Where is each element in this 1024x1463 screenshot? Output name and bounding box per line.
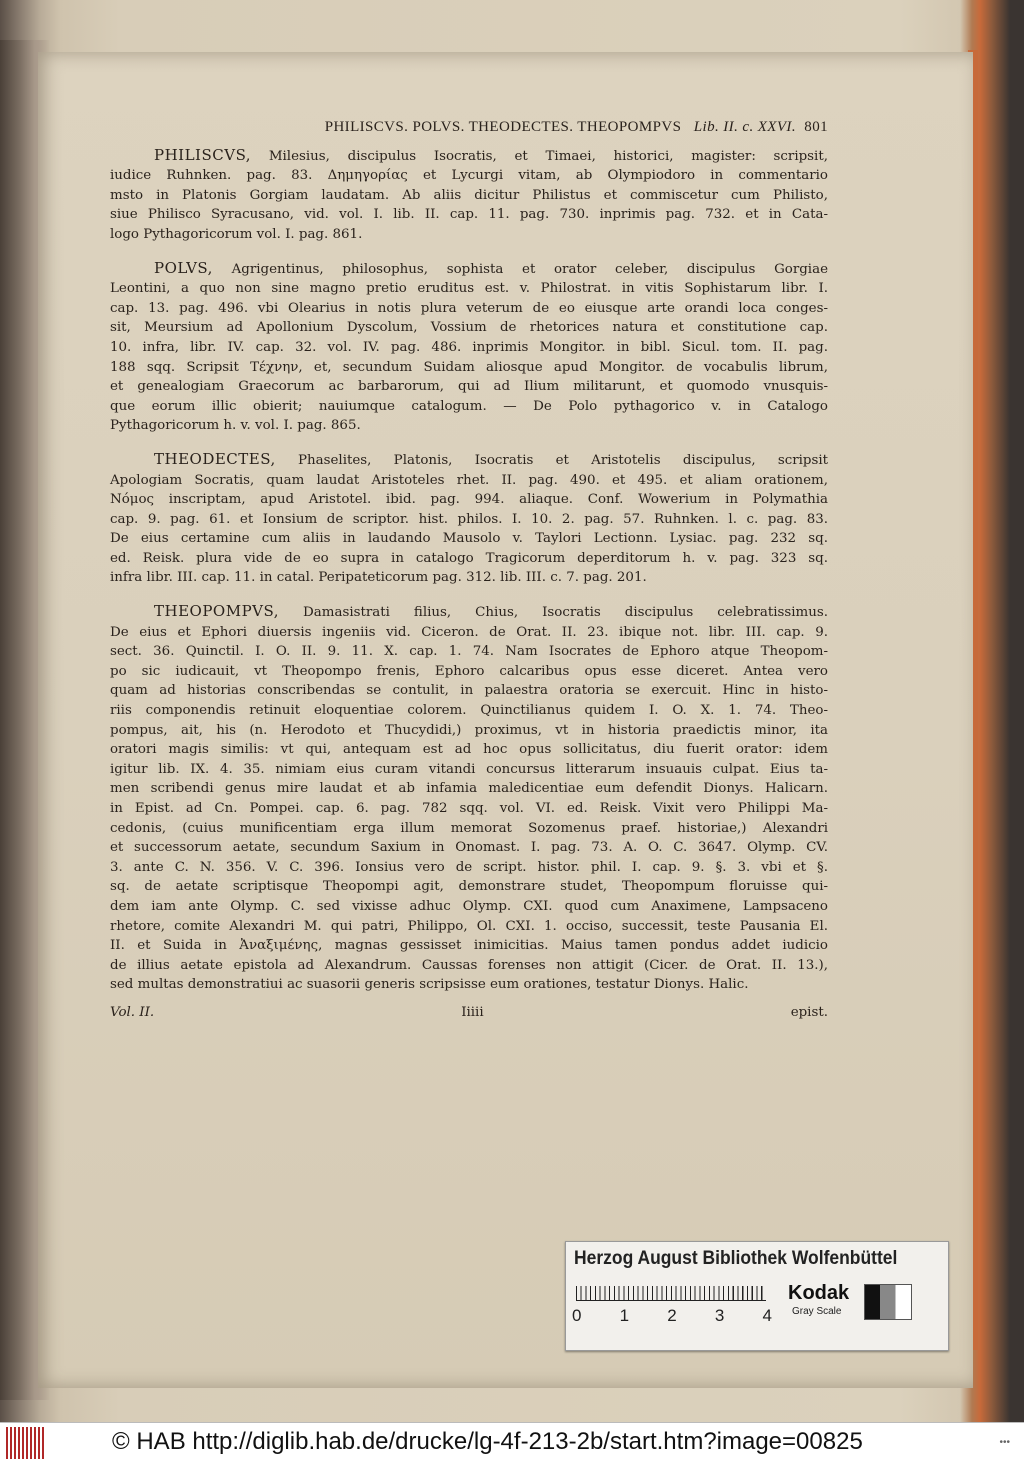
text-line: [110, 377, 828, 397]
text-line: [110, 471, 828, 491]
text-line: [110, 662, 828, 682]
text-line: [110, 956, 828, 976]
kodak-logo: Kodak: [788, 1282, 850, 1304]
line-text: De eius et Ephori diuersis ingeniis vid. Ciceron. de Orat. II. 23. ibique not. libr. III. cap. 9.: [110, 624, 828, 640]
text-line: [110, 205, 828, 225]
paragraphs: [110, 146, 828, 995]
scale-numbers: [572, 1306, 772, 1326]
text-line: [110, 225, 828, 245]
line-text: II. et Suida in Ἀναξιμένης, magnas gessisset inimicitias. Maius tamen pondus addet iudicio: [110, 938, 828, 954]
line-text: logo Pythagoricorum vol. I. pag. 861.: [110, 226, 363, 242]
line-text: 3. ante C. N. 356. V. C. 396. Ionsius vero de script. histor. phil. I. cap. 9. §. 3. vbi et §.: [110, 859, 828, 875]
text-line: [110, 549, 828, 569]
line-text: msto in Platonis Gorgiam laudatam. Ab aliis dicitur Philistus et commiscetur cum Philisto,: [110, 187, 828, 203]
page-footer: [110, 1003, 828, 1023]
text-line: [110, 740, 828, 760]
line-text: riis componendis retinuit eloquentiae colorem. Quinctilianus quidem I. O. X. 1. 74. Theo-: [110, 703, 828, 719]
line-text: De eius certamine cum aliis in laudando Mausolo v. Taylori Lectionn. Lysiac. pag. 232 sq.: [110, 531, 828, 547]
text-line: [110, 623, 828, 643]
line-text: sect. 36. Quinctil. I. O. II. 9. 11. X. cap. 1. 74. Nam Isocrates de Ephoro atque Theopom-: [110, 644, 828, 660]
dots-icon: •••: [999, 1437, 1010, 1448]
line-text: Apologiam Socratis, quam laudat Aristoteles rhet. II. pag. 490. et 495. et aliam orationem,: [110, 472, 828, 488]
page-number: 801: [804, 119, 828, 135]
line-text: sed multas demonstratiui ac suasorii generis scripsisse eum orationes, testatur Dionys. Halic.: [110, 977, 749, 993]
text-line: [110, 642, 828, 662]
line-text: sit, Meursium ad Apollonium Dyscolum, Vossium de rhetorices natura et constitutione cap.: [110, 320, 828, 336]
text-line: [110, 681, 828, 701]
text-line: [110, 318, 828, 338]
text-line: [110, 259, 828, 280]
text-line: [110, 975, 828, 995]
scale-number: 0: [572, 1306, 582, 1325]
text-line: [110, 338, 828, 358]
line-text: po sic iudicauit, vt Theopompo frenis, Ephoro calcaribus opus esse diceret. Antea vero: [110, 663, 828, 679]
text-line: [110, 721, 828, 741]
header-chapter: Lib. II. c. XXVI.: [693, 119, 796, 135]
paragraph: [110, 259, 828, 436]
line-text: siue Philisco Syracusano, vid. vol. I. lib. II. cap. 11. pag. 730. inprimis pag. 732. et in Cata-: [110, 207, 828, 223]
line-text: Phaselites, Platonis, Isocratis et Aristotelis discipulus, scripsit: [298, 452, 828, 468]
text-line: [110, 568, 828, 588]
paragraph-lead: THEODECTES,: [154, 449, 276, 468]
line-text: cap. 13. pag. 496. vbi Olearius in notis plura veterum de eo eiusque arte orandi loca conges-: [110, 300, 828, 316]
text-line: [110, 602, 828, 623]
paragraph-lead: PHILISCVS,: [154, 145, 252, 164]
line-text: ed. Reisk. plura vide de eo supra in catalogo Tragicorum deperditorum h. v. pag. 323 sq.: [110, 550, 828, 566]
text-line: [110, 510, 828, 530]
text-line: [110, 166, 828, 186]
line-text: cedonis, (cuius munificentiam erga illum memorat Sozomenus praef. historiae,) Alexandri: [110, 820, 828, 836]
scale-ruler: [576, 1286, 766, 1301]
text-line: [110, 799, 828, 819]
scale-number: 3: [714, 1306, 725, 1325]
line-text: infra libr. III. cap. 11. in catal. Peripateticorum pag. 312. lib. III. c. 7. pag. 201.: [110, 570, 647, 586]
line-text: quam ad historias conscribendas se contulit, in palaestra oratoria se exercuit. Hinc in histo-: [110, 683, 828, 699]
line-text: Milesius, discipulus Isocratis, et Timaei, historici, magister: scripsit,: [268, 148, 828, 164]
text-line: [110, 450, 828, 471]
text-line: [110, 838, 828, 858]
scale-number: 4: [762, 1306, 772, 1325]
text-line: [110, 877, 828, 897]
gray-scale-swatch: [864, 1284, 912, 1320]
hab-logo-icon: [6, 1427, 44, 1459]
line-text: Pythagoricorum h. v. vol. I. pag. 865.: [110, 418, 361, 434]
bottom-bar: [0, 1422, 1024, 1463]
line-text: dem iam ante Olymp. C. sed vixisse adhuc Olymp. CXI. quod cum Anaximene, Lampsaceno: [110, 898, 828, 914]
line-text: de illius aetate epistola ad Alexandrum. Caussas forenses non attigit (Cicer. de Orat. II. 13.),: [110, 957, 828, 973]
volume-mark: Vol. II.: [110, 1004, 155, 1020]
catchword: epist.: [790, 1004, 828, 1020]
card-title: Herzog August Bibliothek Wolfenbüttel: [574, 1248, 898, 1269]
line-text: 188 sqq. Scripsit Τέχνην, et, secundum Suidam aliosque apud Mongitor. de vocabulis librum,: [110, 359, 828, 375]
line-text: et genealogiam Graecorum ac barbarorum, qui ad Ilium militarunt, et quomodo vnusquis-: [110, 379, 828, 395]
line-text: Νόμος inscriptam, apud Aristotel. ibid. pag. 994. aliaque. Conf. Wowerium in Polymathia: [110, 492, 828, 508]
line-text: sq. de aetate scriptisque Theopompi agit, demonstrare studet, Theopompum floruisse qui-: [110, 879, 828, 895]
scale-number: 1: [619, 1306, 630, 1325]
gray-scale-label: Gray Scale: [792, 1306, 842, 1317]
text-line: [110, 858, 828, 878]
text-line: [110, 529, 828, 549]
paragraph-lead: POLVS,: [154, 258, 213, 277]
header-title: PHILISCVS. POLVS. THEODECTES. THEOPOMPVS: [324, 119, 682, 135]
page-text: [110, 118, 828, 1023]
text-line: [110, 760, 828, 780]
text-line: [110, 397, 828, 417]
text-line: [110, 186, 828, 206]
text-line: [110, 490, 828, 510]
text-line: [110, 701, 828, 721]
text-line: [110, 936, 828, 956]
text-line: [110, 416, 828, 436]
text-line: [110, 897, 828, 917]
line-text: iudice Ruhnken. pag. 83. Δημηγορίας et Lycurgi vitam, ab Olympiodoro in commentario: [110, 168, 828, 184]
line-text: men scribendi genus mire laudat et ab infamia maledicentiae eum defendit Dionys. Halicarn.: [110, 781, 828, 797]
paragraph: [110, 146, 828, 245]
line-text: cap. 9. pag. 61. et Ionsium de scriptor. hist. philos. I. 10. 2. pag. 57. Ruhnken. l. c. pag. 83.: [110, 511, 828, 527]
text-line: [110, 279, 828, 299]
scale-number: 2: [667, 1306, 677, 1325]
line-text: rhetore, comite Alexandri M. qui patri, Philippo, Ol. CXI. 1. occiso, successit, teste Pausania El.: [110, 918, 828, 934]
line-text: oratori magis similis: vt qui, antequam est ad hoc opus sollicitatus, diu fuerit orator: idem: [110, 742, 828, 758]
line-text: que eorum illic obierit; nauiumque catalogum. — De Polo pythagorico v. in Catalogo: [110, 398, 828, 414]
line-text: igitur lib. IX. 4. 35. nimiam eius curam vitandi concursus litterarum insuauis culpat. Eius ta-: [110, 761, 828, 777]
line-text: Agrigentinus, philosophus, sophista et orator celeber, discipulus Gorgiae: [231, 261, 828, 277]
line-text: et successorum aetate, secundum Saxium in Onomast. I. pag. 73. A. O. C. 3647. Olymp. CV.: [110, 840, 828, 856]
credit-link[interactable]: © HAB http://diglib.hab.de/drucke/lg-4f-213-2b/start.htm?image=00825: [112, 1428, 863, 1455]
running-header: [110, 118, 828, 138]
text-line: [110, 299, 828, 319]
line-text: pompus, ait, his (n. Herodoto et Thucydidi,) proximus, vt in historia praedictis minor, ita: [110, 722, 828, 738]
line-text: Leontini, a quo non sine magno pretio eruditus est. v. Philostrat. in vitis Sophistarum libr. I.: [110, 281, 828, 297]
paragraph: [110, 450, 828, 588]
signature-mark: Iiiii: [461, 1004, 484, 1020]
line-text: 10. infra, libr. IV. cap. 32. vol. IV. pag. 486. inprimis Mongitor. in bibl. Sicul. tom. II. pag.: [110, 339, 828, 355]
text-line: [110, 917, 828, 937]
text-line: [110, 779, 828, 799]
text-line: [110, 146, 828, 167]
line-text: in Epist. ad Cn. Pompei. cap. 6. pag. 782 sqq. vol. VI. ed. Reisk. Vixit vero Philippi Ma-: [110, 801, 828, 816]
text-line: [110, 358, 828, 378]
library-color-card: [565, 1241, 949, 1351]
text-line: [110, 819, 828, 839]
line-text: Damasistrati filius, Chius, Isocratis discipulus celebratissimus.: [303, 605, 828, 621]
paragraph-lead: THEOPOMPVS,: [154, 602, 280, 621]
paragraph: [110, 602, 828, 995]
